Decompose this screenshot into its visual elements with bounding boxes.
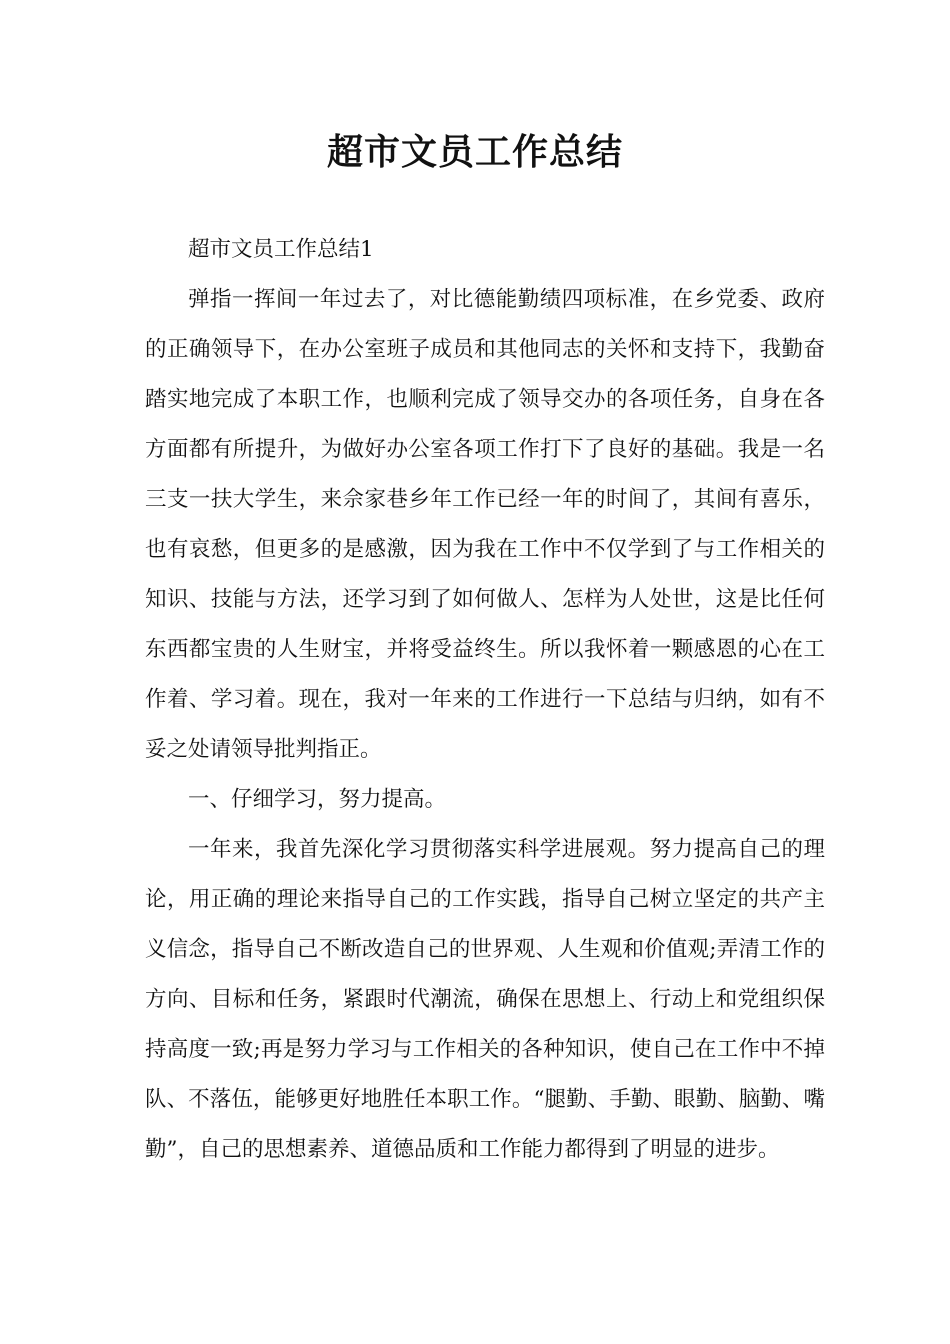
section-subtitle: 超市文员工作总结1	[188, 237, 374, 262]
paragraph-study: 一年来，我首先深化学习贯彻落实科学进展观。努力提高自己的理论，用正确的理论来指导自己的工作实践，指导自己树立坚定的共产主义信念，指导自己不断改造自己的世界观、人生观和价值观;弄清工作的方向、目标和任务，紧跟时代潮流，确保在思想上、行动上和党组织保持高度一致;再是努力学习与工作相关的各种知识，使自己在工作中不掉队、不落伍，能够更好地胜任本职工作。“腿勤、手勤、眼勤、脑勤、嘴勤”，自己的思想素养、道德品质和工作能力都得到了明显的进步。	[145, 837, 825, 1162]
paragraph-intro: 弹指一挥间一年过去了，对比德能勤绩四项标准，在乡党委、政府的正确领导下，在办公室班子成员和其他同志的关怀和支持下，我勤奋踏实地完成了本职工作，也顺利完成了领导交办的各项任务，自身在各方面都有所提升，为做好办公室各项工作打下了良好的基础。我是一名三支一扶大学生，来佘家巷乡年工作已经一年的时间了，其间有喜乐，也有哀愁，但更多的是感激，因为我在工作中不仅学到了与工作相关的知识、技能与方法，还学习到了如何做人、怎样为人处世，这是比任何东西都宝贵的人生财宝，并将受益终生。所以我怀着一颗感恩的心在工作着、学习着。现在，我对一年来的工作进行一下总结与归纳，如有不妥之处请领导批判指正。	[145, 287, 825, 762]
section-heading-1: 一、仔细学习，努力提高。	[188, 787, 447, 812]
document-title: 超市文员工作总结	[326, 131, 623, 173]
document-body	[145, 225, 825, 1175]
